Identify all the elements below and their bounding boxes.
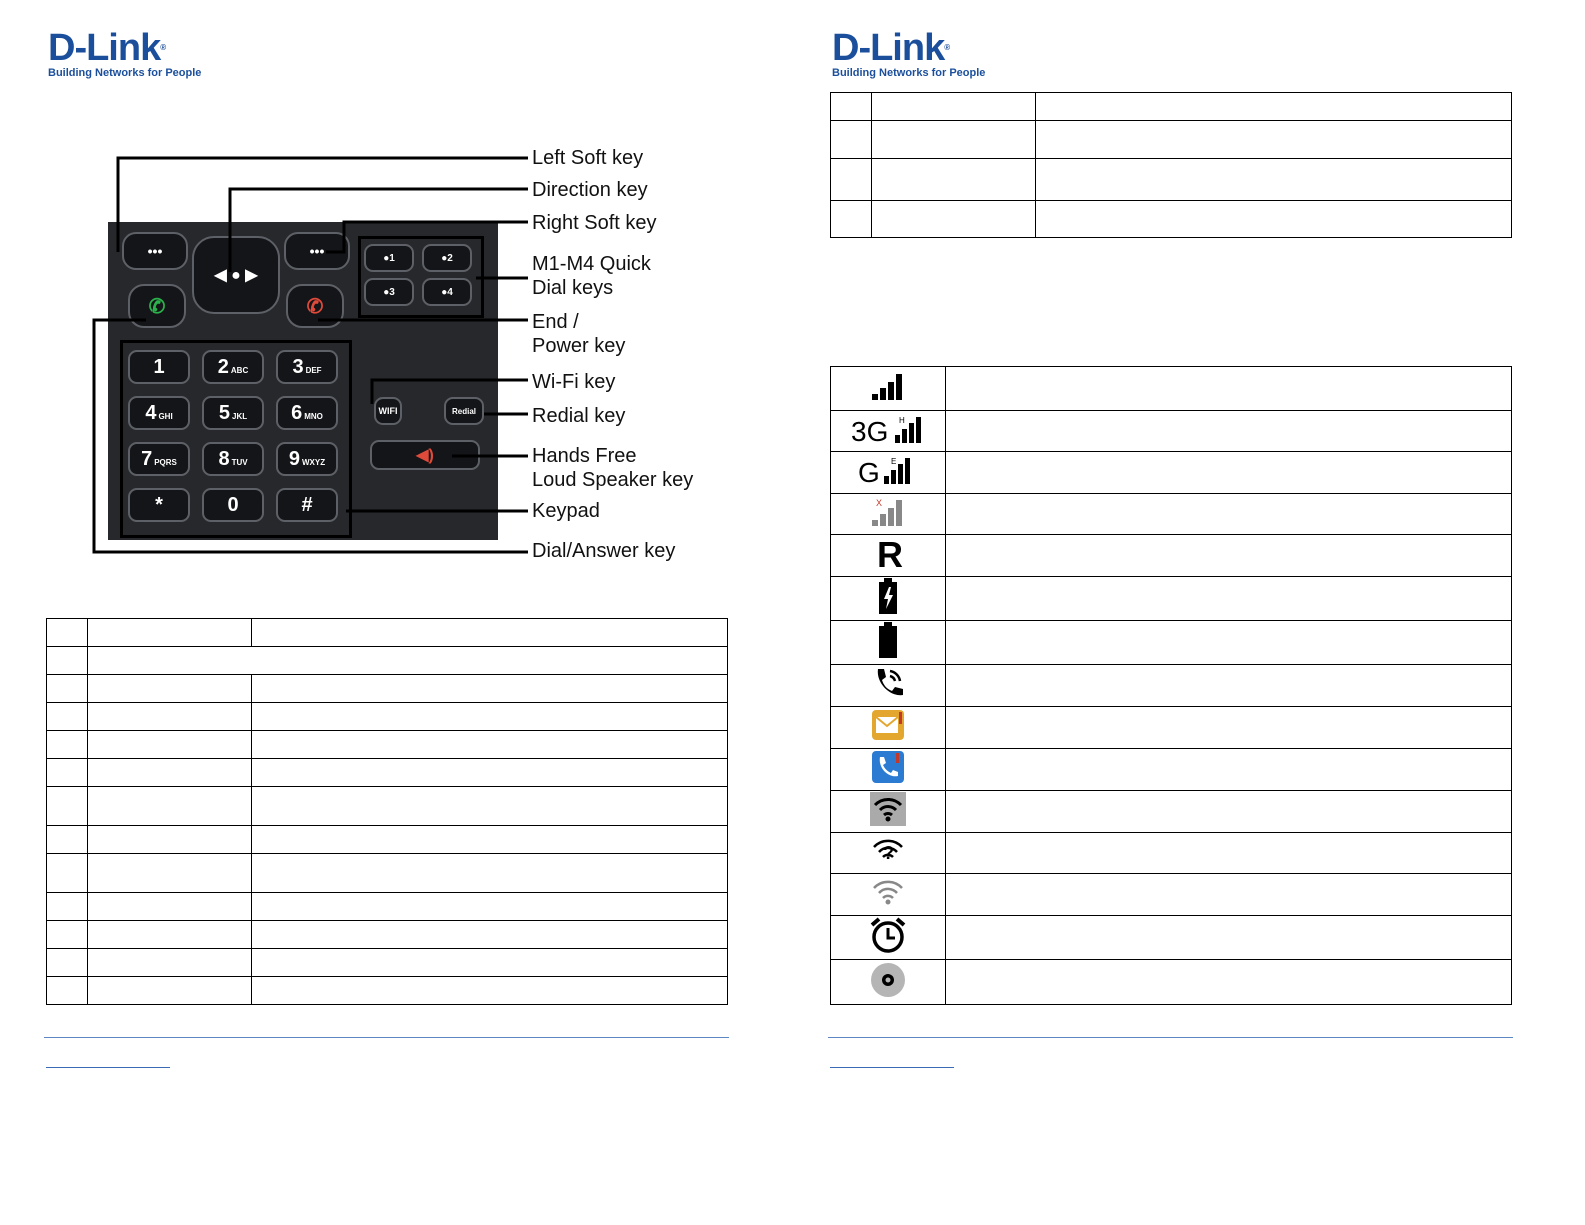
- key-description-table: [46, 618, 728, 1005]
- key-description-table-continued: [830, 92, 1512, 238]
- svg-text:?: ?: [883, 842, 894, 863]
- icon-cell: [831, 621, 946, 665]
- key-letters: MNO: [304, 411, 323, 421]
- no-signal-icon: [868, 496, 908, 528]
- icon-cell: [831, 960, 946, 1005]
- description-cell: [946, 791, 1512, 833]
- direction-arrows-icon: ◀ ● ▶: [214, 267, 258, 284]
- signal-bars-icon: [868, 370, 908, 402]
- table-row: [831, 201, 1512, 238]
- contact-icon: ●: [441, 286, 448, 298]
- callout-dial-answer-key: Dial/Answer key: [532, 540, 676, 562]
- key-digit: 4: [145, 401, 157, 424]
- table-row: [47, 949, 728, 977]
- description-cell: [946, 874, 1512, 916]
- 3g-hspa-signal-icon: [851, 413, 925, 445]
- missed-call-icon: [870, 749, 906, 785]
- table-row: [47, 703, 728, 731]
- description-cell: [946, 916, 1512, 960]
- key-letters: JKL: [232, 411, 248, 421]
- table-row: [831, 367, 1512, 411]
- alarm-icon: [868, 916, 908, 954]
- icon-cell: [831, 707, 946, 749]
- callout-line-direction: [230, 189, 528, 272]
- contact-icon: ●: [441, 252, 448, 264]
- table-row: [47, 826, 728, 854]
- callout-end-power-key: End / Power key: [532, 311, 626, 357]
- callout-line-dial-answer: [94, 320, 528, 552]
- icon-cell: [831, 411, 946, 452]
- redial-key: Redial: [444, 397, 484, 425]
- table-row: [831, 621, 1512, 665]
- right-soft-key: •••: [284, 232, 350, 270]
- contact-icon: ●: [383, 286, 390, 298]
- key-letters: TUV: [231, 457, 248, 467]
- table-row: [831, 93, 1512, 121]
- key-digit: 1: [153, 355, 165, 378]
- key-digit: 5: [218, 401, 230, 424]
- footer-rule: [828, 1037, 1513, 1038]
- description-cell: [946, 749, 1512, 791]
- description-cell: [946, 494, 1512, 535]
- speaker-icon: ◀): [416, 447, 434, 464]
- key-digit: 8: [218, 447, 230, 470]
- table-row: [831, 121, 1512, 159]
- footer-link-underline: [46, 1067, 170, 1068]
- icon-cell: [831, 791, 946, 833]
- description-cell: [946, 707, 1512, 749]
- battery-full-icon: [876, 621, 900, 659]
- key-letters: GHI: [158, 411, 173, 421]
- svg-text:H: H: [899, 415, 905, 425]
- table-row: [47, 759, 728, 787]
- wifi-searching-icon: [870, 876, 906, 908]
- brand-logo: [48, 27, 202, 79]
- callout-hands-free-key: Hands Free Loud Speaker key: [532, 445, 694, 491]
- svg-text:G: G: [858, 457, 880, 486]
- svg-text:3G: 3G: [851, 415, 889, 445]
- brand-name: D-Link: [832, 27, 945, 69]
- table-row: [831, 665, 1512, 707]
- description-cell: [946, 452, 1512, 494]
- key-digit: 3: [292, 355, 304, 378]
- callout-wifi-key: Wi-Fi key: [532, 371, 616, 393]
- footer-rule: [44, 1037, 729, 1038]
- table-row: [47, 675, 728, 703]
- new-message-icon: [870, 707, 906, 743]
- description-cell: [946, 577, 1512, 621]
- callout-direction-key: Direction key: [532, 179, 648, 201]
- table-row: [47, 619, 728, 647]
- icon-cell: [831, 916, 946, 960]
- icon-cell: [831, 535, 946, 577]
- icon-cell: [831, 452, 946, 494]
- callout-lines: [90, 142, 730, 564]
- description-cell: [946, 960, 1512, 1005]
- callout-keypad: Keypad: [532, 500, 600, 522]
- table-row: [831, 874, 1512, 916]
- description-cell: [946, 833, 1512, 874]
- quick-dial-number: 1: [389, 252, 395, 264]
- key-digit: #: [301, 493, 313, 516]
- wifi-connected-icon: [870, 792, 906, 826]
- key-letters: WXYZ: [302, 457, 326, 467]
- roaming-icon: [873, 535, 903, 571]
- contact-icon: ●: [383, 252, 390, 264]
- table-row: [47, 854, 728, 893]
- brand-tagline: Building Networks for People: [832, 67, 986, 79]
- table-row: [831, 411, 1512, 452]
- callout-redial-key: Redial key: [532, 405, 626, 427]
- phone-red-icon: ✆: [306, 295, 324, 318]
- svg-text:X: X: [876, 497, 883, 508]
- table-row: [831, 577, 1512, 621]
- key-digit: *: [155, 493, 163, 516]
- callout-line-right-soft: [326, 222, 528, 252]
- description-cell: [946, 621, 1512, 665]
- table-row: [831, 707, 1512, 749]
- icon-cell: [831, 494, 946, 535]
- quick-dial-number: 3: [389, 286, 395, 298]
- key-digit: 0: [227, 493, 239, 516]
- wifi-unknown-icon: [870, 835, 906, 867]
- key-letters: ABC: [230, 365, 249, 375]
- key-letters: DEF: [305, 365, 322, 375]
- table-row: [47, 977, 728, 1005]
- table-row: [831, 749, 1512, 791]
- table-row: [831, 535, 1512, 577]
- callout-right-soft-key: Right Soft key: [532, 212, 657, 234]
- wifi-key: WIFI: [374, 397, 402, 425]
- description-cell: [946, 411, 1512, 452]
- quick-dial-number: 4: [447, 286, 453, 298]
- table-row: [47, 787, 728, 826]
- table-row: [47, 921, 728, 949]
- icon-cell: [831, 577, 946, 621]
- key-digit: 9: [288, 447, 300, 470]
- keypad-diagram: [90, 142, 730, 564]
- callout-line-left-soft: [118, 158, 528, 252]
- table-row: [47, 731, 728, 759]
- key-letters: PQRS: [154, 457, 177, 467]
- icon-cell: [831, 749, 946, 791]
- callout-quick-dial-keys: M1-M4 Quick Dial keys: [532, 253, 651, 299]
- svg-text:R: R: [877, 535, 903, 571]
- description-cell: [946, 535, 1512, 577]
- brand-tagline: Building Networks for People: [48, 67, 202, 79]
- brand-reg: ®: [944, 43, 950, 52]
- table-row: [831, 791, 1512, 833]
- table-row: [831, 159, 1512, 201]
- table-row: [831, 452, 1512, 494]
- icon-cell: [831, 367, 946, 411]
- table-row: [47, 647, 728, 675]
- table-row: [831, 833, 1512, 874]
- phone-green-icon: ✆: [148, 295, 166, 318]
- brand-logo: [832, 27, 986, 79]
- call-icon: [870, 665, 906, 701]
- footer-link-underline: [830, 1067, 954, 1068]
- brand-name: D-Link: [48, 27, 161, 69]
- gprs-edge-signal-icon: [858, 454, 918, 486]
- icon-cell: [831, 833, 946, 874]
- svg-text:E: E: [891, 457, 897, 466]
- key-digit: 6: [291, 401, 303, 424]
- key-digit: 2: [217, 355, 229, 378]
- table-row: [831, 960, 1512, 1005]
- description-cell: [946, 665, 1512, 707]
- battery-charging-icon: [876, 577, 900, 615]
- quick-dial-number: 2: [447, 252, 453, 264]
- left-soft-key: •••: [122, 232, 188, 270]
- icon-cell: [831, 874, 946, 916]
- callout-left-soft-key: Left Soft key: [532, 147, 644, 169]
- status-icon-table: [830, 366, 1512, 1005]
- key-digit: 7: [141, 447, 153, 470]
- description-cell: [946, 367, 1512, 411]
- table-row: [831, 494, 1512, 535]
- brand-reg: ®: [160, 43, 166, 52]
- callout-line-wifi: [372, 380, 528, 404]
- table-row: [47, 893, 728, 921]
- music-icon: [870, 962, 906, 998]
- icon-cell: [831, 665, 946, 707]
- table-row: [831, 916, 1512, 960]
